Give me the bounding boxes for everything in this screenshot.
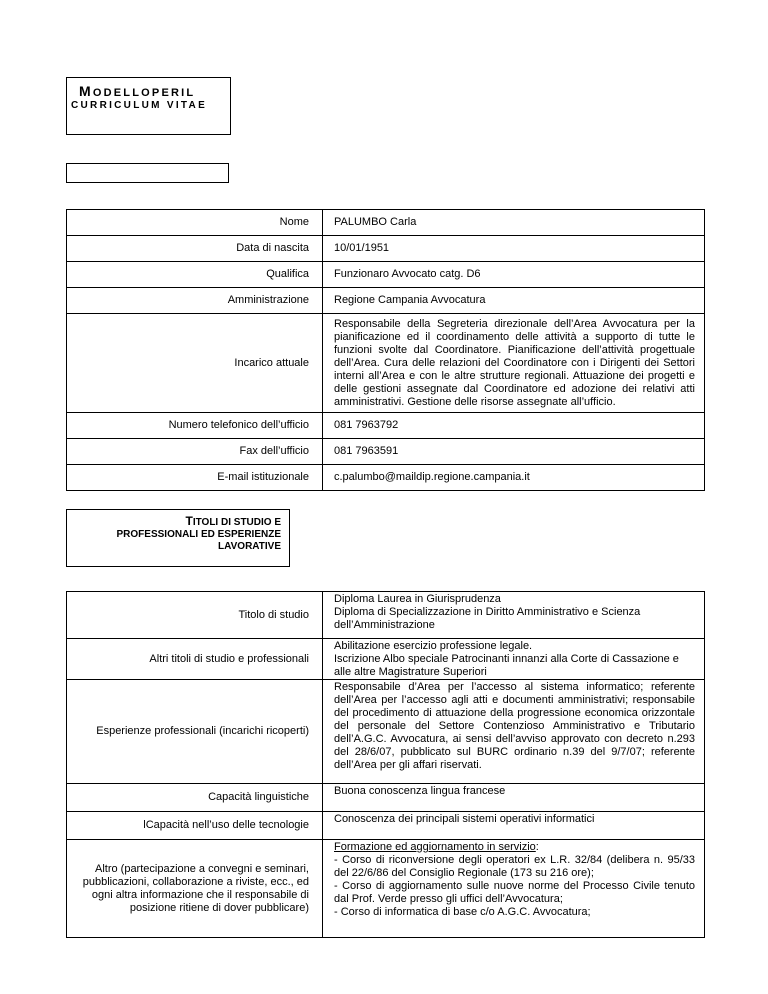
- blank-box: [66, 163, 229, 183]
- section-title-box: [66, 509, 290, 567]
- row-esperienze: [67, 680, 705, 784]
- cv-title-line1: MODELLOPERIL: [79, 83, 196, 99]
- esperienze-value: Responsabile d’Area per l’accesso al sistema informatico; referente dell’Area per l’accesso agli atti e documenti amministrativi; responsabile del procedimento di attuazione della progressione economica orizzontale del personale del Settore Contenzioso Amministrativo e Tributario dell’A.G.C. Avvocatura, ai sensi dell’avviso approvato con decreto n.293 del 28/6/07, pubblicato sul BURC ordinario n.39 del 9/7/07; referente dell’Area per gli affari riservati.: [323, 680, 705, 784]
- telefono-value: 081 7963792: [323, 413, 705, 439]
- incarico-value: Responsabile della Segreteria direzionale dell’Area Avvocatura per la pianificazione ed il coordinamento delle attività a supporto di tutte le funzioni svolte dal Coordinatore. Pianificazione dell’attività progettuale dell’Area. Cura delle relazioni del Coordinatore con i Dirigenti dei Settori interni all’Area e con le altre strutture regionali. Attuazione dei progetti e delle gestioni assegnate dal Coordinatore ed adozione dei relativi atti amministrativi. Gestione delle risorse assegnate all’ufficio.: [323, 314, 705, 413]
- email-value: c.palumbo@maildip.regione.campania.it: [323, 465, 705, 491]
- row-amministrazione: [67, 288, 705, 314]
- altri-titoli-line1: Abilitazione esercizio professione legale.: [334, 640, 533, 652]
- formazione-item-3: - Corso di informatica di base c/o A.G.C. Avvocatura;: [334, 906, 591, 918]
- altri-titoli-value: [323, 639, 705, 680]
- row-titolo-studio: [67, 592, 705, 639]
- qualifica-value: Funzionaro Avvocato catg. D6: [323, 262, 705, 288]
- cv-title-box: [66, 77, 231, 135]
- tecnologie-label: lCapacità nell’uso delle tecnologie: [67, 812, 323, 840]
- row-telefono: [67, 413, 705, 439]
- row-email: [67, 465, 705, 491]
- section-title: [117, 515, 281, 553]
- section-title-line2: PROFESSIONALI ED ESPERIENZE: [116, 529, 281, 540]
- qualifica-label: Qualifica: [67, 262, 323, 288]
- titolo-studio-line2: Diploma di Specializzazione in Diritto Amministrativo e Scienza dell’Amministrazione: [334, 606, 641, 631]
- data-nascita-value: 10/01/1951: [323, 236, 705, 262]
- lingue-value: Buona conoscenza lingua francese: [323, 784, 705, 812]
- row-data-nascita: [67, 236, 705, 262]
- amministrazione-label: Amministrazione: [67, 288, 323, 314]
- row-incarico: [67, 314, 705, 413]
- row-tecnologie: [67, 812, 705, 840]
- qualifications-table: [66, 591, 705, 938]
- formazione-item-1: - Corso di riconversione degli operatori ex L.R. 32/84 (delibera n. 95/33 del 22/6/86 del Consiglio Regionale (173 su 216 ore);: [334, 854, 695, 879]
- nome-label: Nome: [67, 210, 323, 236]
- lingue-label: Capacità linguistiche: [67, 784, 323, 812]
- section-title-line3: LAVORATIVE: [218, 541, 281, 552]
- telefono-label: Numero telefonico dell’ufficio: [67, 413, 323, 439]
- section-title-line1: TITOLI DI STUDIO E: [185, 514, 281, 528]
- nome-value: PALUMBO Carla: [323, 210, 705, 236]
- titolo-studio-line1: Diploma Laurea in Giurisprudenza: [334, 593, 501, 605]
- tecnologie-value: Conoscenza dei principali sistemi operativi informatici: [323, 812, 705, 840]
- row-lingue: [67, 784, 705, 812]
- fax-value: 081 7963591: [323, 439, 705, 465]
- altri-titoli-label: Altri titoli di studio e professionali: [67, 639, 323, 680]
- row-fax: [67, 439, 705, 465]
- altro-label: Altro (partecipazione a convegni e seminari, pubblicazioni, collaborazione a riviste, ecc., ed ogni altra informazione che il responsabile di posizione ritiene di dover pubblicare): [67, 840, 323, 938]
- fax-label: Fax dell’ufficio: [67, 439, 323, 465]
- amministrazione-value: Regione Campania Avvocatura: [323, 288, 705, 314]
- titolo-studio-label: Titolo di studio: [67, 592, 323, 639]
- row-altro: [67, 840, 705, 938]
- row-altri-titoli: [67, 639, 705, 680]
- row-qualifica: [67, 262, 705, 288]
- formazione-item-2: - Corso di aggiornamento sulle nuove norme del Processo Civile tenuto dal Prof. Verde presso gli uffici dell’Avvocatura;: [334, 880, 695, 905]
- data-nascita-label: Data di nascita: [67, 236, 323, 262]
- altri-titoli-line2: Iscrizione Albo speciale Patrocinanti innanzi alla Corte di Cassazione e alle altre Magistrature Superiori: [334, 653, 679, 678]
- titolo-studio-value: [323, 592, 705, 639]
- altro-value: [323, 840, 705, 938]
- esperienze-label: Esperienze professionali (incarichi ricoperti): [67, 680, 323, 784]
- formazione-heading: Formazione ed aggiornamento in servizio:: [334, 841, 539, 853]
- cv-title-line2: CURRICULUM VITAE: [71, 100, 208, 111]
- row-nome: [67, 210, 705, 236]
- personal-info-table: [66, 209, 705, 491]
- incarico-label: Incarico attuale: [67, 314, 323, 413]
- email-label: E-mail istituzionale: [67, 465, 323, 491]
